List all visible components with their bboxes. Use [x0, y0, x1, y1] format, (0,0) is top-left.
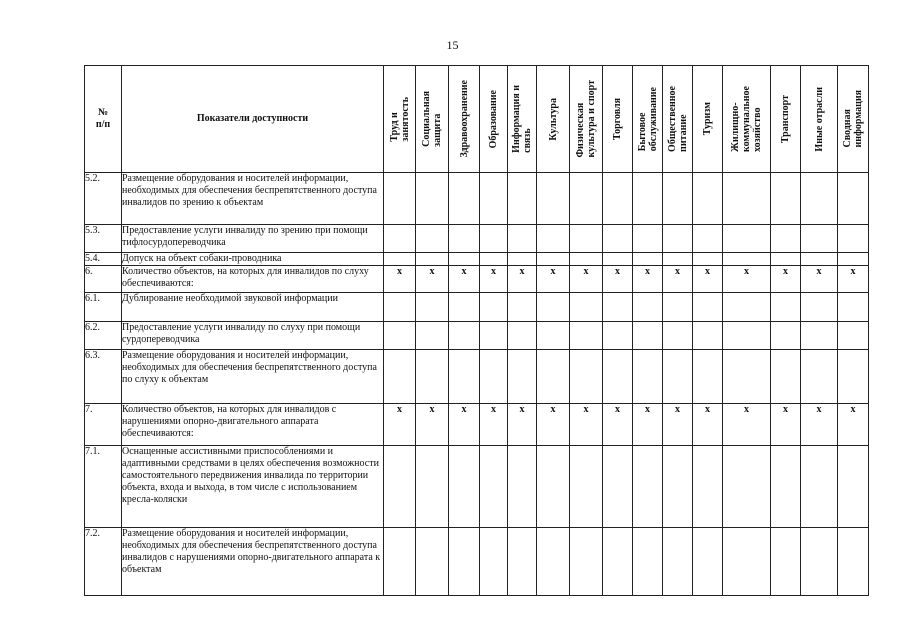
row-cell — [693, 253, 723, 266]
row-cell — [384, 253, 416, 266]
row-cell — [838, 322, 869, 350]
row-cell — [480, 253, 508, 266]
column-header-other: Иные отрасли — [801, 66, 838, 173]
row-cell — [693, 322, 723, 350]
row-cell — [801, 253, 838, 266]
column-header-healthcare: Здравоохранение — [449, 66, 480, 173]
column-header-trade: Торговля — [603, 66, 633, 173]
row-cell — [384, 322, 416, 350]
row-cell — [508, 350, 537, 404]
row-cell — [416, 225, 449, 253]
row-cell — [508, 225, 537, 253]
row-cell — [771, 528, 801, 596]
row-cell: x — [603, 266, 633, 293]
row-cell — [508, 173, 537, 225]
row-cell — [693, 293, 723, 322]
row-cell — [771, 173, 801, 225]
column-header-consumer-services: Бытовое обслуживание — [633, 66, 663, 173]
row-cell: x — [633, 266, 663, 293]
row-cell — [633, 528, 663, 596]
table-row — [85, 322, 869, 350]
row-cell — [570, 446, 603, 528]
row-cell: x — [663, 404, 693, 446]
row-cell — [570, 253, 603, 266]
row-cell — [603, 350, 633, 404]
row-cell — [603, 253, 633, 266]
row-cell — [384, 350, 416, 404]
row-cell — [723, 446, 771, 528]
row-cell: x — [508, 266, 537, 293]
row-number: 6.3. — [85, 350, 122, 404]
column-header-number: № п/п — [85, 66, 122, 173]
row-cell — [508, 253, 537, 266]
row-number: 5.2. — [85, 173, 122, 225]
column-header-indicator: Показатели доступности — [122, 66, 384, 173]
row-cell: x — [838, 266, 869, 293]
row-indicator: Количество объектов, на которых для инвалидов по слуху обеспечиваются: — [122, 266, 384, 293]
row-cell — [537, 322, 570, 350]
row-cell — [801, 350, 838, 404]
row-cell: x — [693, 404, 723, 446]
row-number: 6.2. — [85, 322, 122, 350]
row-cell — [603, 293, 633, 322]
row-cell — [723, 173, 771, 225]
row-cell: x — [537, 266, 570, 293]
row-cell — [416, 322, 449, 350]
row-cell — [723, 528, 771, 596]
row-cell — [537, 173, 570, 225]
row-cell — [570, 322, 603, 350]
row-cell: x — [570, 404, 603, 446]
row-cell — [449, 253, 480, 266]
row-cell: x — [449, 404, 480, 446]
row-cell — [663, 446, 693, 528]
row-cell — [603, 225, 633, 253]
row-cell — [838, 225, 869, 253]
row-indicator: Дублирование необходимой звуковой информации — [122, 293, 384, 322]
row-cell — [570, 528, 603, 596]
row-cell — [603, 173, 633, 225]
row-cell — [480, 173, 508, 225]
row-cell — [449, 293, 480, 322]
row-cell — [723, 253, 771, 266]
row-cell: x — [723, 404, 771, 446]
row-cell — [723, 293, 771, 322]
row-cell — [801, 293, 838, 322]
row-cell — [633, 173, 663, 225]
row-indicator: Количество объектов, на которых для инвалидов с нарушениями опорно-двигательного аппарата обеспечиваются: — [122, 404, 384, 446]
row-cell — [663, 350, 693, 404]
row-cell — [801, 446, 838, 528]
row-cell — [771, 350, 801, 404]
row-indicator: Размещение оборудования и носителей информации, необходимых для обеспечения беспрепятственного доступа по слуху к объектам — [122, 350, 384, 404]
table-row — [85, 266, 869, 293]
row-cell — [633, 225, 663, 253]
row-cell — [838, 293, 869, 322]
row-cell — [633, 293, 663, 322]
row-cell — [449, 528, 480, 596]
row-number: 7.2. — [85, 528, 122, 596]
column-header-housing: Жилищно- коммунальное хозяйство — [723, 66, 771, 173]
row-cell — [384, 293, 416, 322]
table-row — [85, 446, 869, 528]
row-cell — [693, 350, 723, 404]
row-cell — [693, 173, 723, 225]
row-number: 7.1. — [85, 446, 122, 528]
table-row — [85, 293, 869, 322]
row-cell — [603, 528, 633, 596]
row-cell — [603, 322, 633, 350]
row-indicator: Размещение оборудования и носителей информации, необходимых для обеспечения беспрепятственного доступа инвалидов с нарушениями опорно-двигательного аппарата к объектам — [122, 528, 384, 596]
row-cell — [449, 225, 480, 253]
row-number: 5.4. — [85, 253, 122, 266]
row-cell — [693, 446, 723, 528]
column-header-catering: Общественное питание — [663, 66, 693, 173]
row-cell: x — [801, 266, 838, 293]
row-cell — [838, 253, 869, 266]
row-cell: x — [633, 404, 663, 446]
row-number: 6.1. — [85, 293, 122, 322]
row-cell — [480, 528, 508, 596]
row-cell — [838, 350, 869, 404]
row-number: 5.3. — [85, 225, 122, 253]
column-header-social-protection: Социальная защита — [416, 66, 449, 173]
row-cell: x — [384, 404, 416, 446]
row-cell — [449, 322, 480, 350]
table-row — [85, 173, 869, 225]
row-cell — [723, 225, 771, 253]
header-row — [85, 66, 869, 173]
page-number: 15 — [446, 38, 459, 52]
row-cell — [663, 173, 693, 225]
row-cell: x — [801, 404, 838, 446]
row-cell: x — [537, 404, 570, 446]
row-indicator: Предоставление услуги инвалиду по зрению при помощи тифлосурдопереводчика — [122, 225, 384, 253]
row-cell: x — [480, 266, 508, 293]
column-header-culture: Культура — [537, 66, 570, 173]
row-cell — [801, 173, 838, 225]
row-cell — [416, 173, 449, 225]
row-cell — [723, 350, 771, 404]
row-cell: x — [603, 404, 633, 446]
row-cell — [663, 528, 693, 596]
row-cell — [508, 446, 537, 528]
row-cell — [416, 293, 449, 322]
row-cell — [570, 173, 603, 225]
row-cell — [633, 446, 663, 528]
row-cell — [449, 446, 480, 528]
row-cell — [801, 528, 838, 596]
column-header-transport: Транспорт — [771, 66, 801, 173]
row-cell: x — [723, 266, 771, 293]
row-indicator: Размещение оборудования и носителей информации, необходимых для обеспечения беспрепятственного доступа инвалидов по зрению к объектам — [122, 173, 384, 225]
column-header-sport: Физическая культура и спорт — [570, 66, 603, 173]
row-number: 7. — [85, 404, 122, 446]
row-indicator: Предоставление услуги инвалиду по слуху при помощи сурдопереводчика — [122, 322, 384, 350]
column-header-summary: Сводная информация — [838, 66, 869, 173]
row-cell — [663, 225, 693, 253]
row-cell — [537, 350, 570, 404]
row-cell — [771, 446, 801, 528]
row-cell — [633, 253, 663, 266]
row-indicator: Оснащенные ассистивными приспособлениями и адаптивными средствами в целях обеспечения возможности самостоятельного передвижения инвалида по территории объекта, входа и выхода, в том числе с использованием кресла-коляски — [122, 446, 384, 528]
row-cell — [693, 528, 723, 596]
row-cell — [633, 350, 663, 404]
column-header-information: Информация и связь — [508, 66, 537, 173]
table-row — [85, 253, 869, 266]
row-cell — [663, 293, 693, 322]
row-cell — [508, 293, 537, 322]
row-cell — [416, 446, 449, 528]
table-row — [85, 225, 869, 253]
row-cell — [449, 350, 480, 404]
row-cell — [384, 173, 416, 225]
row-number: 6. — [85, 266, 122, 293]
row-cell — [801, 225, 838, 253]
column-header-education: Образование — [480, 66, 508, 173]
row-cell — [384, 446, 416, 528]
row-cell — [537, 528, 570, 596]
row-cell — [480, 350, 508, 404]
row-cell — [480, 293, 508, 322]
row-cell — [838, 446, 869, 528]
table-row — [85, 404, 869, 446]
row-cell — [663, 253, 693, 266]
row-cell — [633, 322, 663, 350]
row-cell — [416, 528, 449, 596]
row-cell: x — [508, 404, 537, 446]
row-cell — [416, 253, 449, 266]
row-cell — [449, 173, 480, 225]
row-cell: x — [449, 266, 480, 293]
row-cell: x — [384, 266, 416, 293]
row-cell — [663, 322, 693, 350]
row-cell — [838, 528, 869, 596]
row-cell: x — [693, 266, 723, 293]
row-cell: x — [838, 404, 869, 446]
row-cell — [480, 446, 508, 528]
row-cell — [508, 528, 537, 596]
row-cell: x — [416, 404, 449, 446]
row-cell: x — [771, 266, 801, 293]
row-cell — [570, 225, 603, 253]
row-cell — [603, 446, 633, 528]
row-cell — [537, 225, 570, 253]
accessibility-table — [84, 65, 869, 596]
row-cell — [537, 293, 570, 322]
row-cell — [771, 253, 801, 266]
row-cell — [801, 322, 838, 350]
row-cell: x — [771, 404, 801, 446]
row-cell: x — [570, 266, 603, 293]
row-cell — [771, 322, 801, 350]
row-cell: x — [416, 266, 449, 293]
column-header-tourism: Туризм — [693, 66, 723, 173]
row-cell — [480, 225, 508, 253]
row-cell: x — [663, 266, 693, 293]
row-cell — [508, 322, 537, 350]
row-cell — [384, 528, 416, 596]
row-cell — [537, 253, 570, 266]
row-cell — [570, 293, 603, 322]
row-cell — [480, 322, 508, 350]
row-indicator: Допуск на объект собаки-проводника — [122, 253, 384, 266]
row-cell — [384, 225, 416, 253]
table-row — [85, 528, 869, 596]
row-cell — [723, 322, 771, 350]
row-cell — [693, 225, 723, 253]
row-cell: x — [480, 404, 508, 446]
row-cell — [416, 350, 449, 404]
row-cell — [838, 173, 869, 225]
row-cell — [537, 446, 570, 528]
row-cell — [570, 350, 603, 404]
row-cell — [771, 293, 801, 322]
table-row — [85, 350, 869, 404]
row-cell — [771, 225, 801, 253]
column-header-labor: Труд и занятость — [384, 66, 416, 173]
